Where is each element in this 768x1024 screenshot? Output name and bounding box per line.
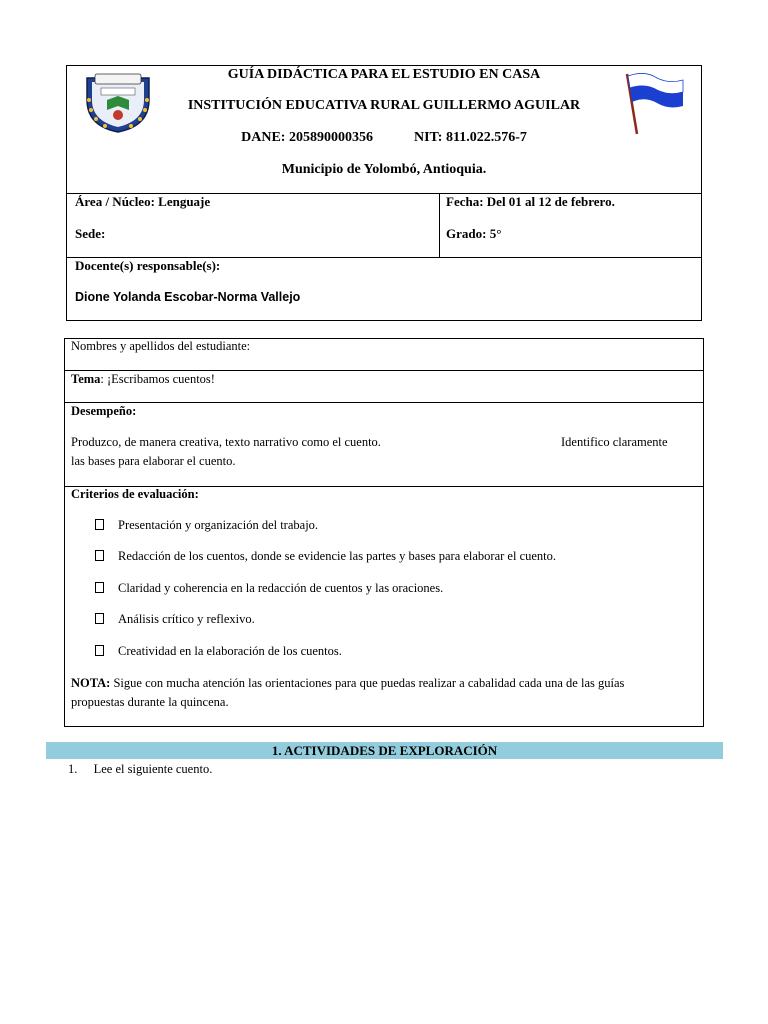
column-divider [439,193,440,257]
teacher-names: Dione Yolanda Escobar-Norma Vallejo [75,290,301,304]
checkbox-bullet-icon [95,519,104,530]
criteria-item [95,644,342,659]
criteria-item-text: Creatividad en la elaboración de los cuentos. [118,644,342,658]
criteria-label: Criterios de evaluación: [71,487,199,501]
checkbox-bullet-icon [95,645,104,656]
section-heading: 1. ACTIVIDADES DE EXPLORACIÓN [46,742,723,759]
criteria-item-text: Claridad y coherencia en la redacción de cuentos y las oraciones. [118,581,444,595]
dane-code: DANE: 205890000356 [241,130,373,145]
criteria-item-text: Análisis crítico y reflexivo. [118,612,255,626]
student-name-row [65,339,703,371]
header-table [66,65,702,321]
checkbox-bullet-icon [95,550,104,561]
criteria-row [65,487,703,728]
performance-text-1a: Produzco, de manera creativa, texto narrativo como el cuento. [71,435,381,449]
checkbox-bullet-icon [95,582,104,593]
note-text-1: Sigue con mucha atención las orientaciones para que puedas realizar a cabalidad cada una de las guías [110,676,625,690]
dane-nit-line [67,130,701,146]
note-line-1 [71,676,624,691]
topic-value: : ¡Escribamos cuentos! [100,372,215,386]
topic-line [71,372,215,387]
header-title-block [67,66,701,194]
list-text: Lee el siguiente cuento. [93,762,213,776]
grade-label: Grado: 5° [446,226,502,241]
criteria-item [95,612,255,627]
checkbox-bullet-icon [95,613,104,624]
student-table [64,338,704,727]
list-number: 1. [68,762,78,776]
note-label: NOTA: [71,676,111,690]
date-label: Fecha: Del 01 al 12 de febrero. [446,194,615,209]
student-name-label: Nombres y apellidos del estudiante: [71,339,251,353]
area-label: Área / Núcleo: Lenguaje [75,194,211,209]
guide-title: GUÍA DIDÁCTICA PARA EL ESTUDIO EN CASA [227,67,541,82]
area-date-row [67,193,701,258]
performance-text-1b: Identifico claramente [561,435,668,449]
topic-label: Tema [71,372,101,386]
criteria-item [95,518,318,533]
criteria-item [95,549,556,564]
municipal-flag-icon [623,70,685,136]
topic-row [65,371,703,403]
sede-label: Sede: [75,226,106,241]
performance-row [65,403,703,487]
note-text-2: propuestas durante la quincena. [71,695,229,709]
teacher-label: Docente(s) responsable(s): [75,258,221,273]
nit-code: NIT: 811.022.576-7 [413,130,527,145]
performance-label: Desempeño: [71,404,137,418]
criteria-item [95,581,443,596]
municipality: Municipio de Yolombó, Antioquia. [281,162,487,177]
performance-text-2: las bases para elaborar el cuento. [71,454,236,468]
institution-name: INSTITUCIÓN EDUCATIVA RURAL GUILLERMO AGUILAR [187,98,581,113]
list-item [68,762,212,777]
criteria-item-text: Presentación y organización del trabajo. [118,518,319,532]
criteria-item-text: Redacción de los cuentos, donde se evidencie las partes y bases para elaborar el cuento. [118,549,557,563]
teacher-row [67,257,701,321]
